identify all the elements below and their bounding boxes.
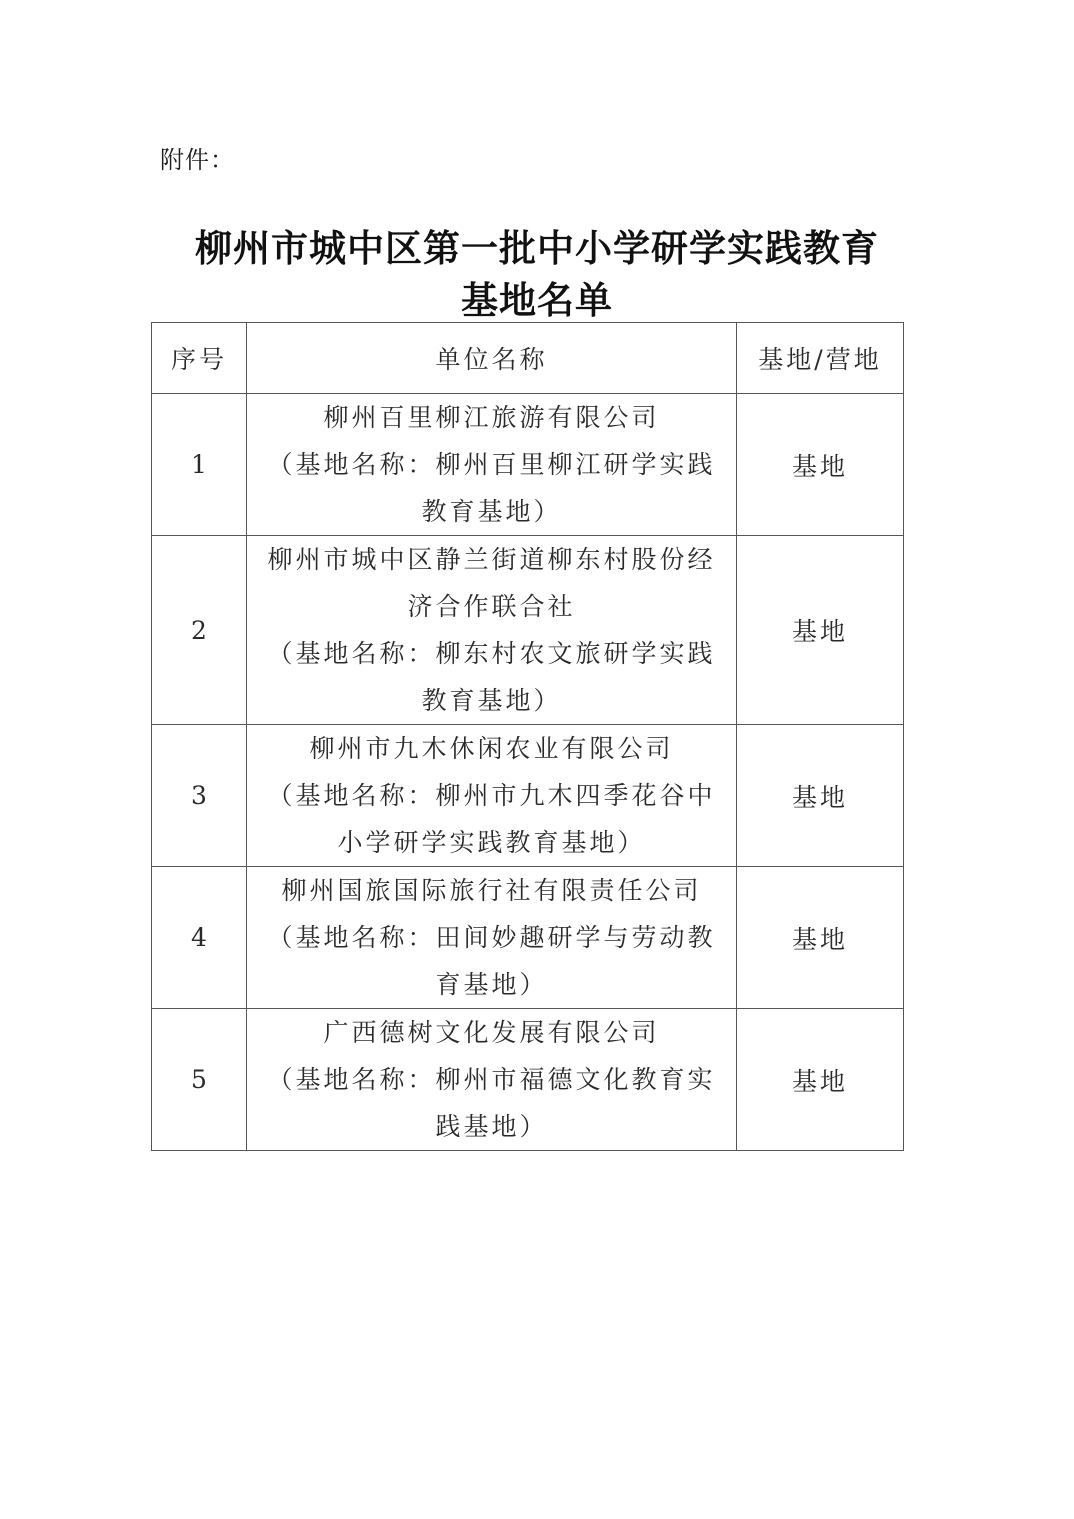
unit-name-line: 柳州市九木休闲农业有限公司 (309, 734, 674, 763)
row-serial-number: 5 (152, 1009, 247, 1151)
row-unit-name (247, 394, 737, 536)
unit-name-line: （基地名称：柳州市九木四季花谷中 (267, 781, 716, 810)
header-base-type: 基地/营地 (737, 323, 904, 394)
row-base-type: 基地 (737, 867, 904, 1009)
title-line-2: 基地名单 (461, 278, 613, 322)
title-line-1: 柳州市城中区第一批中小学研学实践教育 (195, 226, 879, 270)
row-serial-number: 3 (152, 725, 247, 867)
unit-name-line: 济合作联合社 (407, 592, 576, 621)
row-serial-number: 4 (152, 867, 247, 1009)
row-serial-number: 2 (152, 536, 247, 725)
row-base-type: 基地 (737, 394, 904, 536)
base-list-table (151, 322, 904, 1151)
unit-name-line: 柳州百里柳江旅游有限公司 (323, 403, 660, 432)
unit-name-line: 柳州市城中区静兰街道柳东村股份经 (267, 545, 716, 574)
table-row (152, 725, 904, 867)
row-unit-name (247, 1009, 737, 1151)
header-serial-number: 序号 (152, 323, 247, 394)
row-unit-name (247, 536, 737, 725)
table-row (152, 867, 904, 1009)
row-serial-number: 1 (152, 394, 247, 536)
attachment-label: 附件： (160, 146, 235, 174)
unit-name-line: （基地名称：柳东村农文旅研学实践 (267, 639, 716, 668)
unit-name-line: （基地名称：柳州百里柳江研学实践 (267, 450, 716, 479)
table-header-row (152, 323, 904, 394)
unit-name-line: 小学研学实践教育基地） (337, 828, 646, 857)
unit-name-line: 践基地） (435, 1112, 548, 1141)
unit-name-line: （基地名称：田间妙趣研学与劳动教 (267, 923, 716, 952)
unit-name-line: 教育基地） (421, 497, 562, 526)
table-row (152, 394, 904, 536)
document-title (0, 222, 1074, 326)
header-unit-name: 单位名称 (247, 323, 737, 394)
row-base-type: 基地 (737, 1009, 904, 1151)
table-row (152, 536, 904, 725)
unit-name-line: 广西德树文化发展有限公司 (323, 1018, 660, 1047)
unit-name-line: 教育基地） (421, 686, 562, 715)
row-base-type: 基地 (737, 725, 904, 867)
row-base-type: 基地 (737, 536, 904, 725)
table-row (152, 1009, 904, 1151)
unit-name-line: 育基地） (435, 970, 548, 999)
unit-name-line: 柳州国旅国际旅行社有限责任公司 (281, 876, 702, 905)
unit-name-line: （基地名称：柳州市福德文化教育实 (267, 1065, 716, 1094)
row-unit-name (247, 725, 737, 867)
row-unit-name (247, 867, 737, 1009)
